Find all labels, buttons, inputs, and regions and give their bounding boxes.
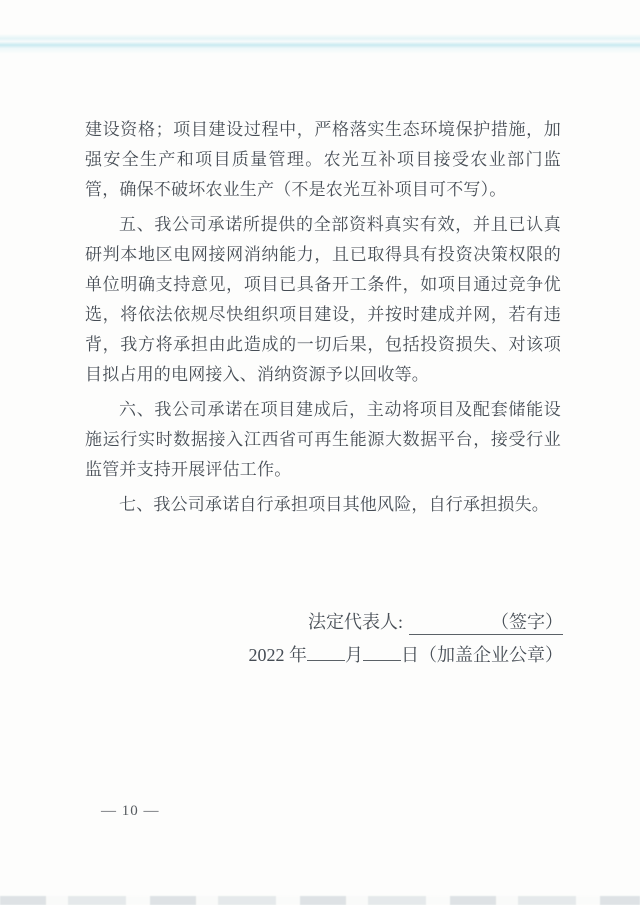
page-number: — 10 — [101,803,160,819]
date-month-label: 月 [345,645,363,665]
date-row [249,639,564,672]
sign-here-hint: （签字） [491,612,563,632]
signature-block [249,606,564,672]
legal-representative-row [249,606,564,639]
month-blank-field [307,642,345,661]
paragraph-item-five: 五、我公司承诺所提供的全部资料真实有效，并且已认真研判本地区电网接网消纳能力，且已取得具有投资决策权限的单位明确支持意见，项目已具备开工条件，如项目通过竞争优选，将依法依规尽快组织项目建设，并按时建成并网，若有违背，我方将承担由此造成的一切后果，包括投资损失、对该项目拟占用的电网接入、消纳资源予以回收等。 [85,215,561,384]
legal-representative-label: 法定代表人: [307,612,403,632]
date-year-text: 2022 年 [248,645,307,665]
paragraph-item-six: 六、我公司承诺在项目建成后，主动将项目及配套储能设施运行实时数据接入江西省可再生能源大数据平台，接受行业监管并支持开展评估工作。 [85,400,561,479]
document-body [85,115,561,520]
paragraph-continuation: 建设资格；项目建设过程中，严格落实生态环境保护措施，加强安全生产和项目质量管理。农光互补项目接受农业部门监管，确保不破坏农业生产（不是农光互补项目可不写）。 [85,120,561,199]
scan-artifact-bottom-band [0,896,640,905]
scan-artifact-top-band [0,34,640,54]
paragraph-item-seven: 七、我公司承诺自行承担项目其他风险，自行承担损失。 [119,495,549,514]
signature-line [409,610,563,635]
date-day-and-seal-text: 日（加盖企业公章） [401,645,563,665]
day-blank-field [363,642,401,661]
